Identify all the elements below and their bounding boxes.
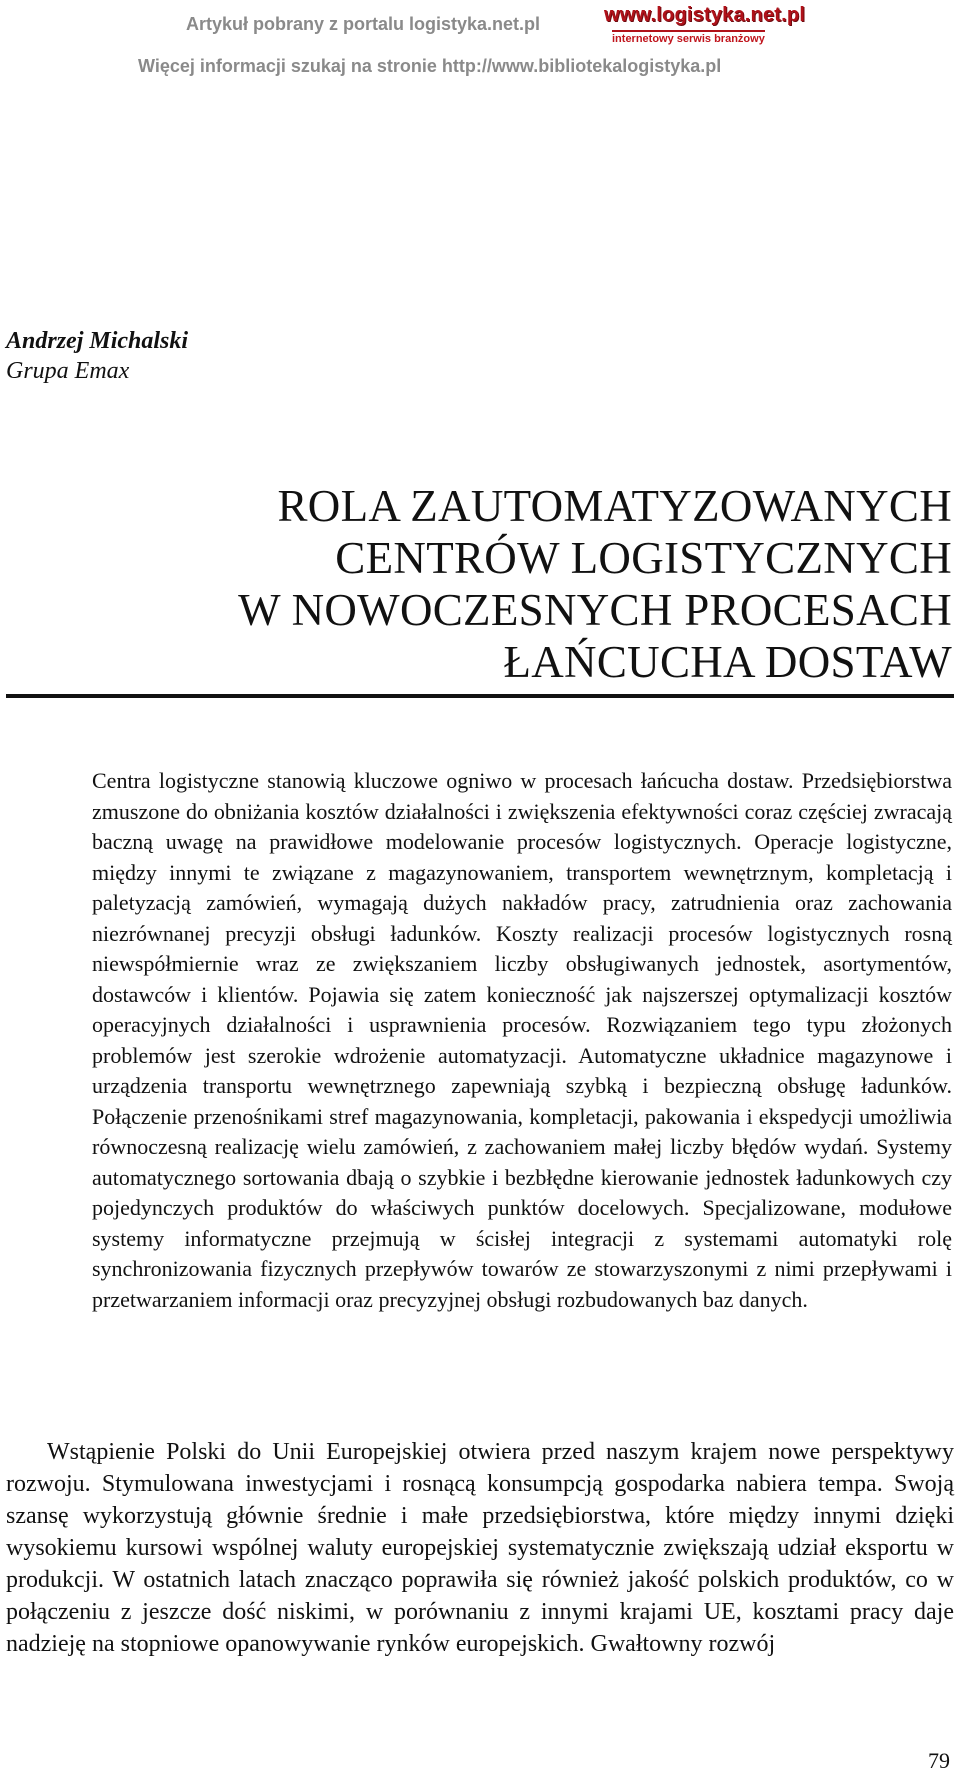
article-body-paragraph: Wstąpienie Polski do Unii Europejskiej otwiera przed naszym krajem nowe perspektywy rozwoju. Stymulowana inwestycjami i rosnącą konsumpcją gospodarka nabiera tempa. Swoją szansę wykorzystują głównie średnie i małe przedsiębiorstwa, które między innymi dzięki wysokiemu kursowi wspólnej waluty europejskiej systematycznie zwiększają udział eksportu w produkcji. W ostatnich latach znacząco poprawiła się również jakość polskich produktów, co w połączeniu z jeszcze dość niskimi, w porównaniu z innymi krajami UE, kosztami pracy daje nadzieję na stopniowe opanowywanie rynków europejskich. Gwałtowny rozwój [6, 1439, 954, 1657]
title-line: ŁAŃCUCHA DOSTAW [503, 637, 952, 687]
author-name: Andrzej Michalski [6, 328, 189, 354]
title-line: ROLA ZAUTOMATYZOWANYCH [277, 481, 952, 531]
title-line: W NOWOCZESNYCH PROCESACH [238, 585, 952, 635]
article-abstract: Centra logistyczne stanowią kluczowe ogniwo w procesach łańcucha dostaw. Przedsiębiorstwa zmuszone do obniżania kosztów działalności i zwiększenia efektywności coraz częściej zwracają baczną uwagę na prawidłowe modelowanie procesów logistycznych. Operacje logistyczne, między innymi te związane z magazynowaniem, transportem wewnętrznym, kompletacją i paletyzacją zamówień, wymagają dużych nakładów pracy, zatrudnienia oraz zachowania niezrównanej precyzji obsługi ładunków. Koszty realizacji procesów logistycznych rosną niewspółmiernie wraz ze zwiększaniem liczby obsługiwanych jednostek, asortymentów, dostawców i klientów. Pojawia się zatem konieczność jak najszerszej optymalizacji kosztów operacyjnych działalności i usprawnienia procesów. Rozwiązaniem tego typu złożonych problemów jest szerokie wdrożenie automatyzacji. Automatyczne układnice magazynowe i urządzenia transportu wewnętrznego zapewniają szybką i bezpieczną obsługę ładunków. Połączenie przenośnikami stref magazynowania, kompletacji, pakowania i ekspedycji umożliwia równoczesną realizację wielu zamówień, z zachowaniem małej liczby błędów wydań. Systemy automatycznego sortowania dbają o szybkie i bezbłędne kierowanie jednostek ładunkowych czy pojedynczych produktów do właściwych punktów docelowych. Specjalizowane, modułowe systemy informatyczne przejmują w ścisłej integracji z systemami automatyki rolę synchronizowania fizycznych przepływów towarów ze stowarzyszonymi z nimi przepływami i przetwarzaniem informacji oraz precyzyjnej obsługi rozbudowanych baz danych. [92, 768, 952, 1312]
author-affiliation: Grupa Emax [6, 358, 130, 384]
title-line: CENTRÓW LOGISTYCZNYCH [335, 533, 952, 583]
title-divider [6, 694, 954, 698]
banner-source-text: Artykuł pobrany z portalu logistyka.net.pl [186, 14, 541, 34]
logistyka-logo [604, 4, 804, 48]
article-title [238, 480, 952, 688]
page-number: 79 [928, 1748, 950, 1773]
portal-banner [0, 0, 960, 90]
logo-title: www.logistyka.net.pl [604, 4, 806, 26]
logo-tagline: internetowy serwis branżowy [612, 30, 765, 45]
banner-info-text: Więcej informacji szukaj na stronie http://www.bibliotekalogistyka.pl [138, 56, 722, 76]
